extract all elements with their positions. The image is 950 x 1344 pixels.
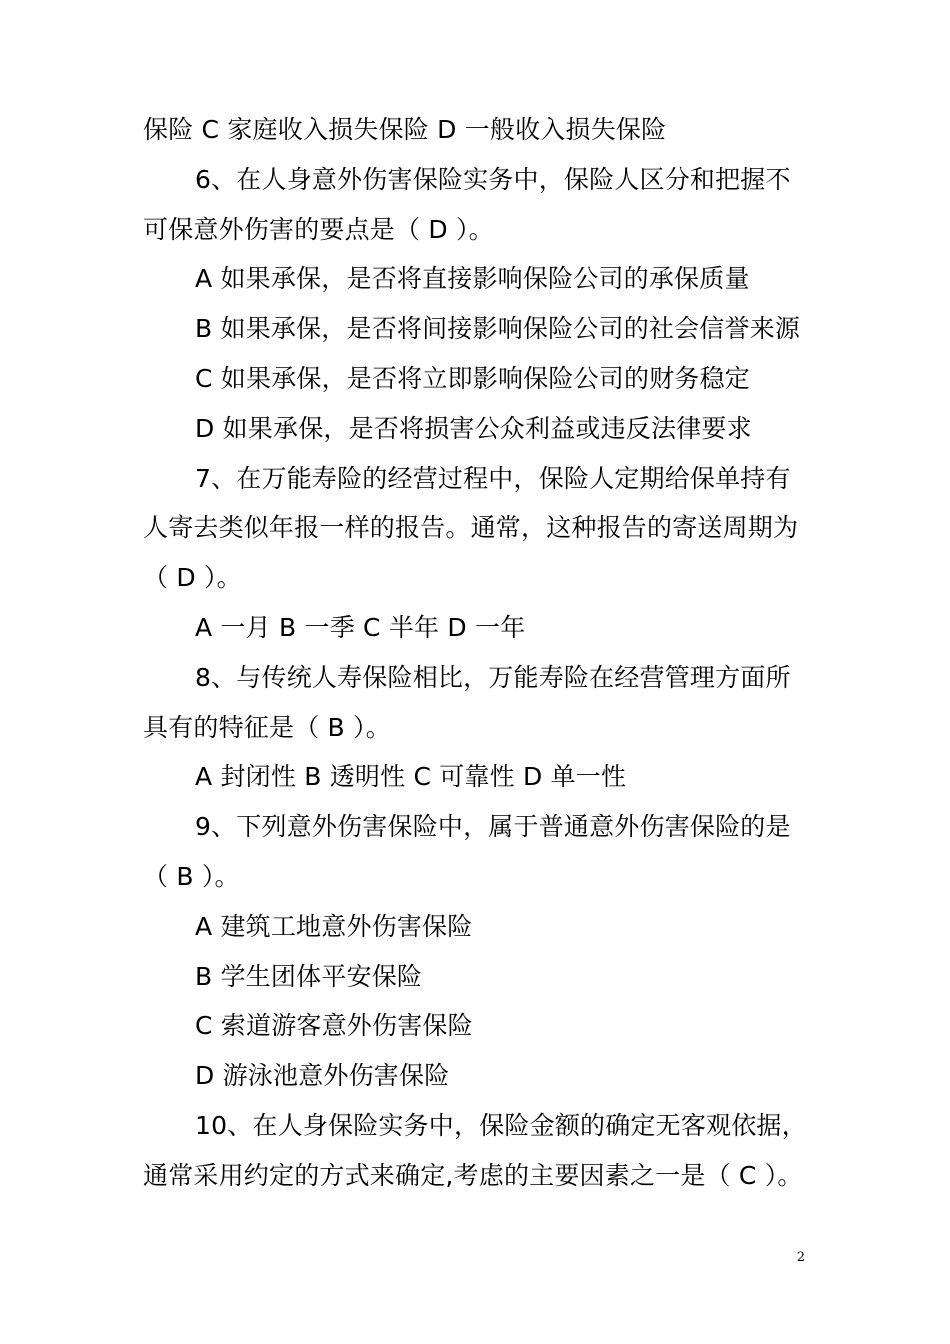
question-7-line-1: 7、在万能寿险的经营过程中，保险人定期给保单持有: [195, 463, 791, 493]
question-6-option-d: D 如果承保，是否将损害公众利益或违反法律要求: [195, 413, 752, 443]
question-10-line-2: 通常采用约定的方式来确定,考虑的主要因素之一是（ C ）。: [143, 1160, 803, 1190]
question-8-options: A 封闭性 B 透明性 C 可靠性 D 单一性: [195, 762, 627, 792]
question-7-line-2: 人寄去类似年报一样的报告。通常，这种报告的寄送周期为: [143, 513, 799, 543]
question-6-option-a: A 如果承保，是否将直接影响保险公司的承保质量: [195, 264, 750, 294]
question-9-line-1: 9、下列意外伤害保险中，属于普通意外伤害保险的是: [195, 812, 791, 842]
question-6-option-c: C 如果承保，是否将立即影响保险公司的财务稳定: [195, 363, 751, 393]
question-10-line-1: 10、在人身保险实务中，保险金额的确定无客观依据，: [195, 1110, 807, 1140]
question-9-line-2: （ B ）。: [143, 861, 240, 891]
question-9-option-a: A 建筑工地意外伤害保险: [195, 911, 473, 941]
question-6-line-1: 6、在人身意外伤害保险实务中，保险人区分和把握不: [195, 164, 791, 194]
page-number: 2: [796, 1250, 805, 1265]
question-7-options: A 一月 B 一季 C 半年 D 一年: [195, 612, 526, 642]
question-8-line-2: 具有的特征是（ B ）。: [143, 712, 391, 742]
question-9-option-b: B 学生团体平安保险: [195, 961, 423, 991]
text-line-1: 保险 C 家庭收入损失保险 D 一般收入损失保险: [143, 115, 667, 144]
question-9-option-c: C 索道游客意外伤害保险: [195, 1011, 473, 1041]
question-8-line-1: 8、与传统人寿保险相比，万能寿险在经营管理方面所: [195, 662, 791, 692]
question-6-line-2: 可保意外伤害的要点是（ D ）。: [143, 214, 494, 244]
question-9-option-d: D 游泳池意外伤害保险: [195, 1061, 450, 1091]
question-7-line-3: （ D ）。: [143, 563, 242, 593]
question-6-option-b: B 如果承保，是否将间接影响保险公司的社会信誉来源: [195, 314, 801, 344]
page-content: [143, 105, 823, 1201]
